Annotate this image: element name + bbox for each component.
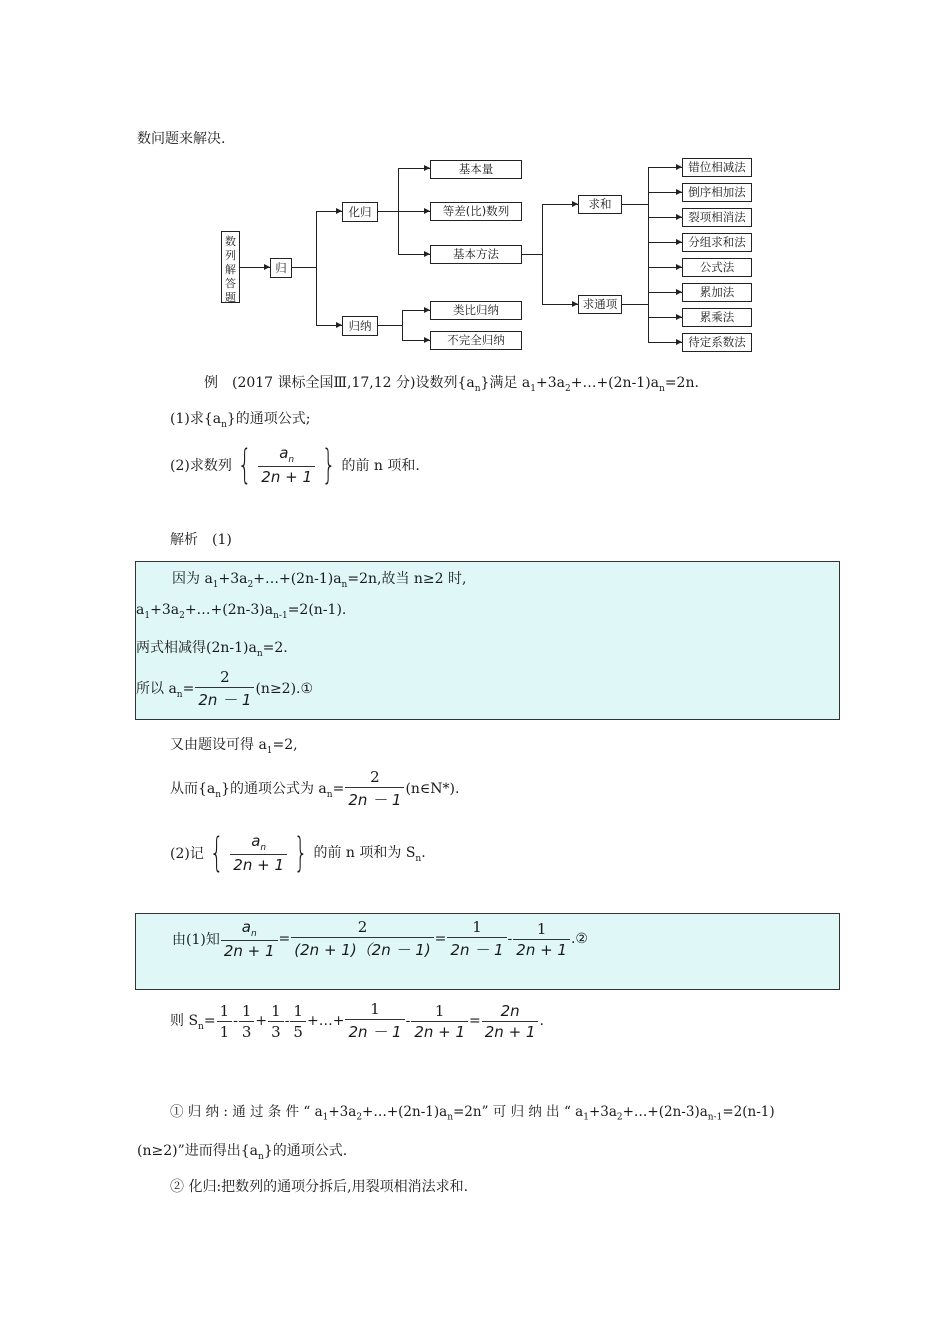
diagram-m1: 错位相减法 xyxy=(682,158,752,177)
diagram-leibi: 类比归纳 xyxy=(430,301,522,320)
diagram-root: 数列解答题 xyxy=(221,231,240,303)
question-1: (1)求$\{a_n\}$的通项公式; xyxy=(170,411,311,430)
solution-label: 解析 (1) xyxy=(170,532,232,548)
diagram-seq-type: 等差(比)数列 xyxy=(430,202,522,221)
note-1-cont: (n≥2)”进而得出$\{a_n\}$的通项公式. xyxy=(137,1143,348,1162)
diagram-qiuhe: 求和 xyxy=(578,195,622,214)
example-statement: 例 (2017 课标全国Ⅲ,17,12 分)设数列$\{a_n\}$满足 $a_1+3a_2+\dots+(2n-1)a_n=2n$. xyxy=(204,375,699,394)
diagram-m7: 累乘法 xyxy=(682,308,752,327)
diagram-buwanquan: 不完全归纳 xyxy=(430,331,522,350)
sum-result: 则 $S_n=$ $\frac{1}{1}$ - $\frac{1}{3}$ + $\frac{1}{3}$ - $\frac{1}{5}$ +…+ $\frac{1}{2n - 1}$ - $\frac{1}{2n + 1}$ = $\frac{2n}{2n + 1}$ . xyxy=(170,1000,544,1041)
diagram-m8: 待定系数法 xyxy=(682,333,752,352)
diagram-guina: 归纳 xyxy=(342,316,378,336)
sum-definition: (2)记 { $\frac{a_n}{2n + 1}$ } 的前 n 项和为 $S_n$. xyxy=(170,830,426,876)
diagram-m6: 累加法 xyxy=(682,283,752,302)
diagram-m4: 分组求和法 xyxy=(682,233,752,252)
solution-box-1: 因为 $a_1+3a_2+\dots+(2n-1)a_n=2n$,故当 n≥2 时, $a_1+3a_2+\dots+(2n-3)a_{n-1}=2(n-1)$. 两式相减得$(2n-1)a_n=2$. 所以 $a_n=$ $\frac{2}{2n - 1}$ (n≥2).① xyxy=(135,561,840,720)
diagram-basic-qty: 基本量 xyxy=(430,160,522,179)
question-2: (2)求数列 { $\frac{a_n}{2n + 1}$ } 的前 n 项和. xyxy=(170,442,420,488)
diagram-huagui: 化归 xyxy=(342,202,378,222)
diagram-basic-method: 基本方法 xyxy=(430,245,522,264)
intro-text: 数问题来解决. xyxy=(137,131,226,147)
note-1: ① 归 纳 : 通 过 条 件 “ $a_1+3a_2+\dots+(2n-1)a_n=2n$” 可 归 纳 出 “ $a_1+3a_2+\dots+(2n-3)a_{n-1}=2(n-1)$ xyxy=(170,1104,775,1123)
diagram-qiutongxiang: 求通项 xyxy=(578,295,622,314)
diagram-m5: 公式法 xyxy=(682,258,752,277)
diagram-gui: 归 xyxy=(270,258,292,278)
general-term: 从而$\{a_n\}$的通项公式为 $a_n=$ $\frac{2}{2n - 1}$ (n∈N*). xyxy=(170,768,460,809)
solution-box-2: 由(1)知 $\frac{a_n}{2n + 1}$ = $\frac{2}{(2n + 1)(2n - 1)}$ = $\frac{1}{2n - 1}$ - $\frac{1}{2n + 1}$ .② xyxy=(135,913,840,990)
diagram-m2: 倒序相加法 xyxy=(682,183,752,202)
note-2: ② 化归:把数列的通项分拆后,用裂项相消法求和. xyxy=(170,1179,469,1195)
given-a1: 又由题设可得 $a_1=2$, xyxy=(170,737,298,756)
diagram-m3: 裂项相消法 xyxy=(682,208,752,227)
